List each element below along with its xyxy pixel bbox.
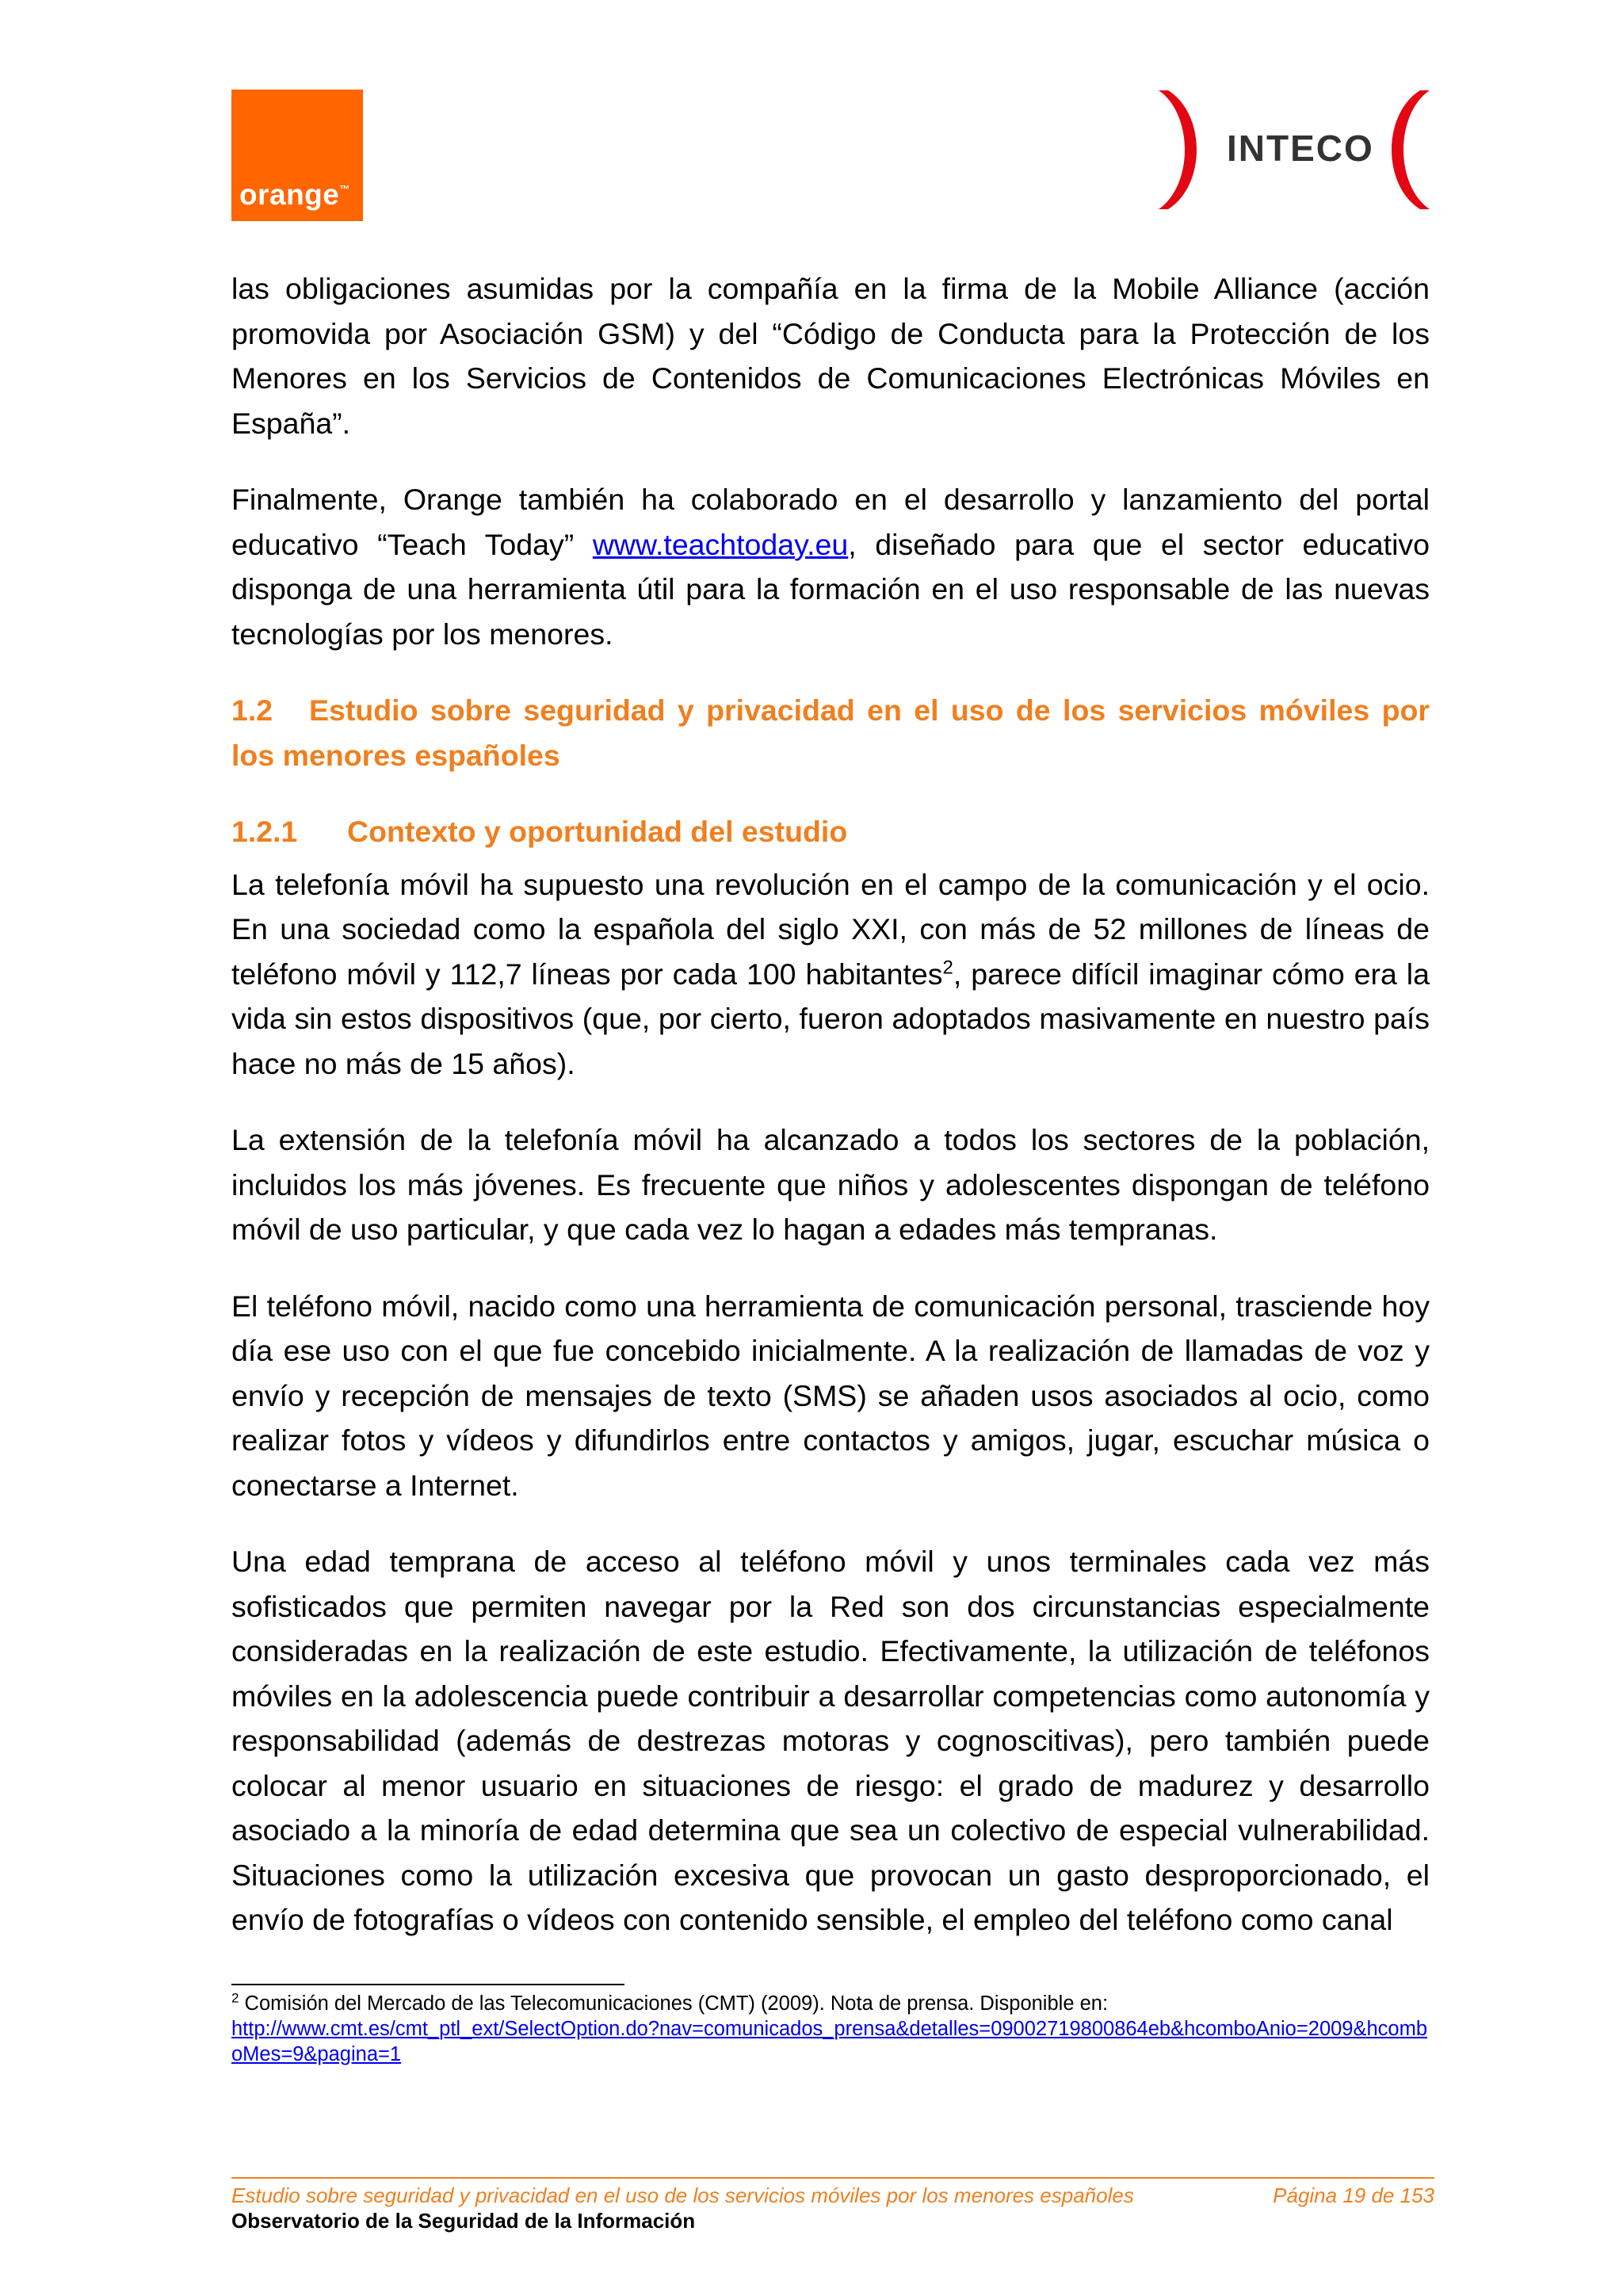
footnote-divider: [231, 1984, 624, 1985]
footnote-reference[interactable]: 2: [942, 957, 953, 978]
footer-study-title: Estudio sobre seguridad y privacidad en el uso de los servicios móviles por los menores españoles: [231, 2183, 1134, 2207]
subsection-number: 1.2.1: [231, 815, 298, 848]
footnote-text: Comisión del Mercado de las Telecomunicaciones (CMT) (2009). Nota de prensa. Disponible en:: [239, 1992, 1109, 2015]
teachtoday-link[interactable]: www.teachtoday.eu: [592, 527, 849, 561]
paragraph: Una edad temprana de acceso al teléfono móvil y unos terminales cada vez más sofisticados que permiten navegar por la Red son dos circunstancias especialmente consideradas en la realización de este estudio. Efectivamente, la utilización de teléfonos móviles en la adolescencia puede contribuir a desarrollar competencias como autonomía y responsabilidad (además de destrezas motoras y cognoscitivas), pero también puede colocar al menor usuario en situaciones de riesgo: el grado de madurez y desarrollo asociado a la minoría de edad determina que sea un colectivo de especial vulnerabilidad. Situaciones como la utilización excesiva que provocan un gasto desproporcionado, el envío de fotografías o vídeos con contenido sensible, el empleo del teléfono como canal: [231, 1545, 1430, 1936]
footnote-link[interactable]: http://www.cmt.es/cmt_ptl_ext/SelectOption.do?nav=comunicados_prensa&detalles=09002719800864eb&hcomboAnio=2009&hcomboMes=9&pagina=1: [231, 2018, 1428, 2065]
inteco-logo: [1148, 82, 1441, 217]
orange-logo-wordmark: orange™: [239, 178, 350, 211]
footer-observatory: Observatorio de la Seguridad de la Información: [231, 2209, 696, 2233]
main-content: [231, 266, 1430, 1974]
paragraph: Finalmente, Orange también ha colaborado en el desarrollo y lanzamiento del portal educativo “Teach Today” www.teachtoday.eu, diseñado para que el sector educativo disponga de una herramienta útil para la formación en el uso responsable de las nuevas tecnologías por los menores.: [231, 483, 1430, 651]
footer-page-number: Página 19 de 153: [1273, 2183, 1434, 2207]
paragraph: La extensión de la telefonía móvil ha alcanzado a todos los sectores de la población, incluidos los más jóvenes. Es frecuente que niños y adolescentes dispongan de teléfono móvil de uso particular, y que cada vez lo hagan a edades más tempranas.: [231, 1123, 1430, 1246]
subsection-title: Contexto y oportunidad del estudio: [347, 815, 848, 848]
orange-logo: [231, 90, 363, 221]
paragraph: La telefonía móvil ha supuesto una revolución en el campo de la comunicación y el ocio. En una sociedad como la española del siglo XXI, con más de 52 millones de líneas de teléfono móvil y 112,7 líneas por cada 100 habitantes$^2$, parece difícil imaginar cómo era la vida sin estos dispositivos (que, por cierto, fueron adoptados masivamente en nuestro país hace no más de 15 años).: [231, 867, 1430, 1080]
footnote-number: 2: [231, 1990, 239, 2006]
section-title: Estudio sobre seguridad y privacidad en el uso de los servicios móviles por los menores españoles: [231, 693, 1430, 772]
footnote: [231, 1991, 1430, 2067]
paragraph: las obligaciones asumidas por la compañía en la firma de la Mobile Alliance (acción promovida por Asociación GSM) y del “Código de Conducta para la Protección de los Menores en los Servicios de Contenidos de Comunicaciones Electrónicas Móviles en España”.: [231, 272, 1430, 440]
section-heading: [231, 688, 1430, 777]
section-number: 1.2: [231, 693, 273, 727]
subsection-heading: [231, 809, 1430, 854]
footer-divider: [231, 2177, 1434, 2179]
paragraph: El teléfono móvil, nacido como una herramienta de comunicación personal, trasciende hoy día ese uso con el que fue concebido inicialmente. A la realización de llamadas de voz y envío y recepción de mensajes de texto (SMS) se añaden usos asociados al ocio, como realizar fotos y vídeos y difundirlos entre contactos y amigos, jugar, escuchar música o conectarse a Internet.: [231, 1289, 1430, 1502]
inteco-wordmark: INTECO: [1227, 128, 1374, 169]
